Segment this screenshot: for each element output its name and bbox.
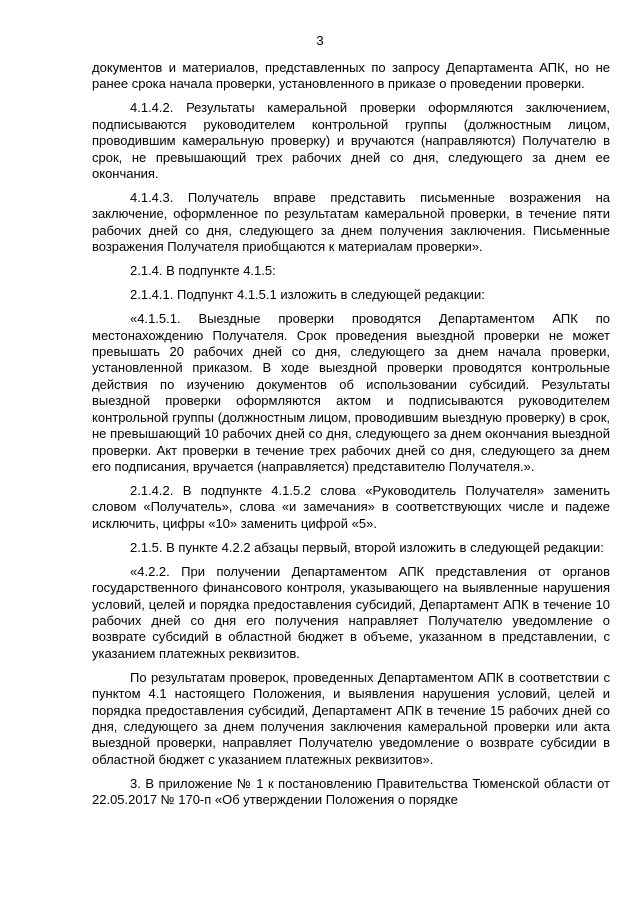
paragraph-4-1-5-1-quote: «4.1.5.1. Выездные проверки проводятся Департаментом АПК по местонахождению Получателя. Срок проведения выездной проверки не может превышать 20 рабочих дней со дня, следующего за днем начала проверки, установленной приказом. В ходе выездной проверки проводятся контрольные действия по изучению документов об использовании субсидий. Результаты выездной проверки оформляются актом и подписываются руководителем контрольной группы (должностным лицом, проводившим выездную проверку) в срок, не превышающий 10 рабочих дней со дня, следующего за днем окончания выездной проверки. Акт проверки в течение трех рабочих дней со дня, следующего за днем его подписания, вручается (направляется) представителю Получателя.».: [92, 311, 610, 474]
document-body: [92, 60, 610, 816]
paragraph-3: 3. В приложение № 1 к постановлению Правительства Тюменской области от 22.05.2017 № 170-п «Об утверждении Положения о порядке: [92, 775, 610, 808]
paragraph-2-1-4: 2.1.4. В подпункте 4.1.5:: [130, 263, 276, 279]
paragraph-2-1-4-2: 2.1.4.2. В подпункте 4.1.5.2 слова «Руководитель Получателя» заменить словом «Получатель», слова «и замечания» в соответствующих числе и падеже исключить, цифры «10» заменить цифрой «5».: [92, 482, 610, 531]
paragraph-continuation: документов и материалов, представленных по запросу Департамента АПК, но не ранее срока начала проверки, установленного в приказе о проведении проверки.: [92, 60, 610, 92]
paragraph-inspection-results: По результатам проверок, проведенных Департаментом АПК в соответствии с пунктом 4.1 настоящего Положения, и выявления нарушения условий, целей и порядка предоставления субсидий, Департамент АПК в течение 15 рабочих дней со дня, следующего за днем получения заключения камеральной проверки или акта выездной проверки, направляет Получателю уведомление о возврате субсидии в областной бюджет с указанием платежных реквизитов».: [92, 669, 610, 767]
page-number: 3: [316, 33, 324, 48]
paragraph-2-1-5: 2.1.5. В пункте 4.2.2 абзацы первый, второй изложить в следующей редакции:: [130, 539, 604, 555]
paragraph-4-1-4-3: 4.1.4.3. Получатель вправе представить письменные возражения на заключение, оформленное по результатам камеральной проверки, в течение пяти рабочих дней со дня, следующего за днем получения заключения. Письменные возражения Получателя приобщаются к материалам проверки».: [92, 190, 610, 255]
paragraph-4-1-4-2: 4.1.4.2. Результаты камеральной проверки оформляются заключением, подписываются руководителем контрольной группы (должностным лицом, проводившим камеральную проверку) и вручаются (направляются) Получателю в срок, не превышающий трех рабочих дней со дня, следующего за днем ее окончания.: [92, 100, 610, 182]
paragraph-4-2-2-quote: «4.2.2. При получении Департаментом АПК представления от органов государственного финансового контроля, указывающего на выявленные нарушения условий, целей и порядка предоставления субсидий, Департамент АПК в течение 10 рабочих дней со дня его получения направляет Получателю уведомление о возврате субсидий в областной бюджет в объеме, указанном в представлении, с указанием платежных реквизитов.: [92, 563, 610, 661]
paragraph-2-1-4-1: 2.1.4.1. Подпункт 4.1.5.1 изложить в следующей редакции:: [130, 287, 485, 303]
